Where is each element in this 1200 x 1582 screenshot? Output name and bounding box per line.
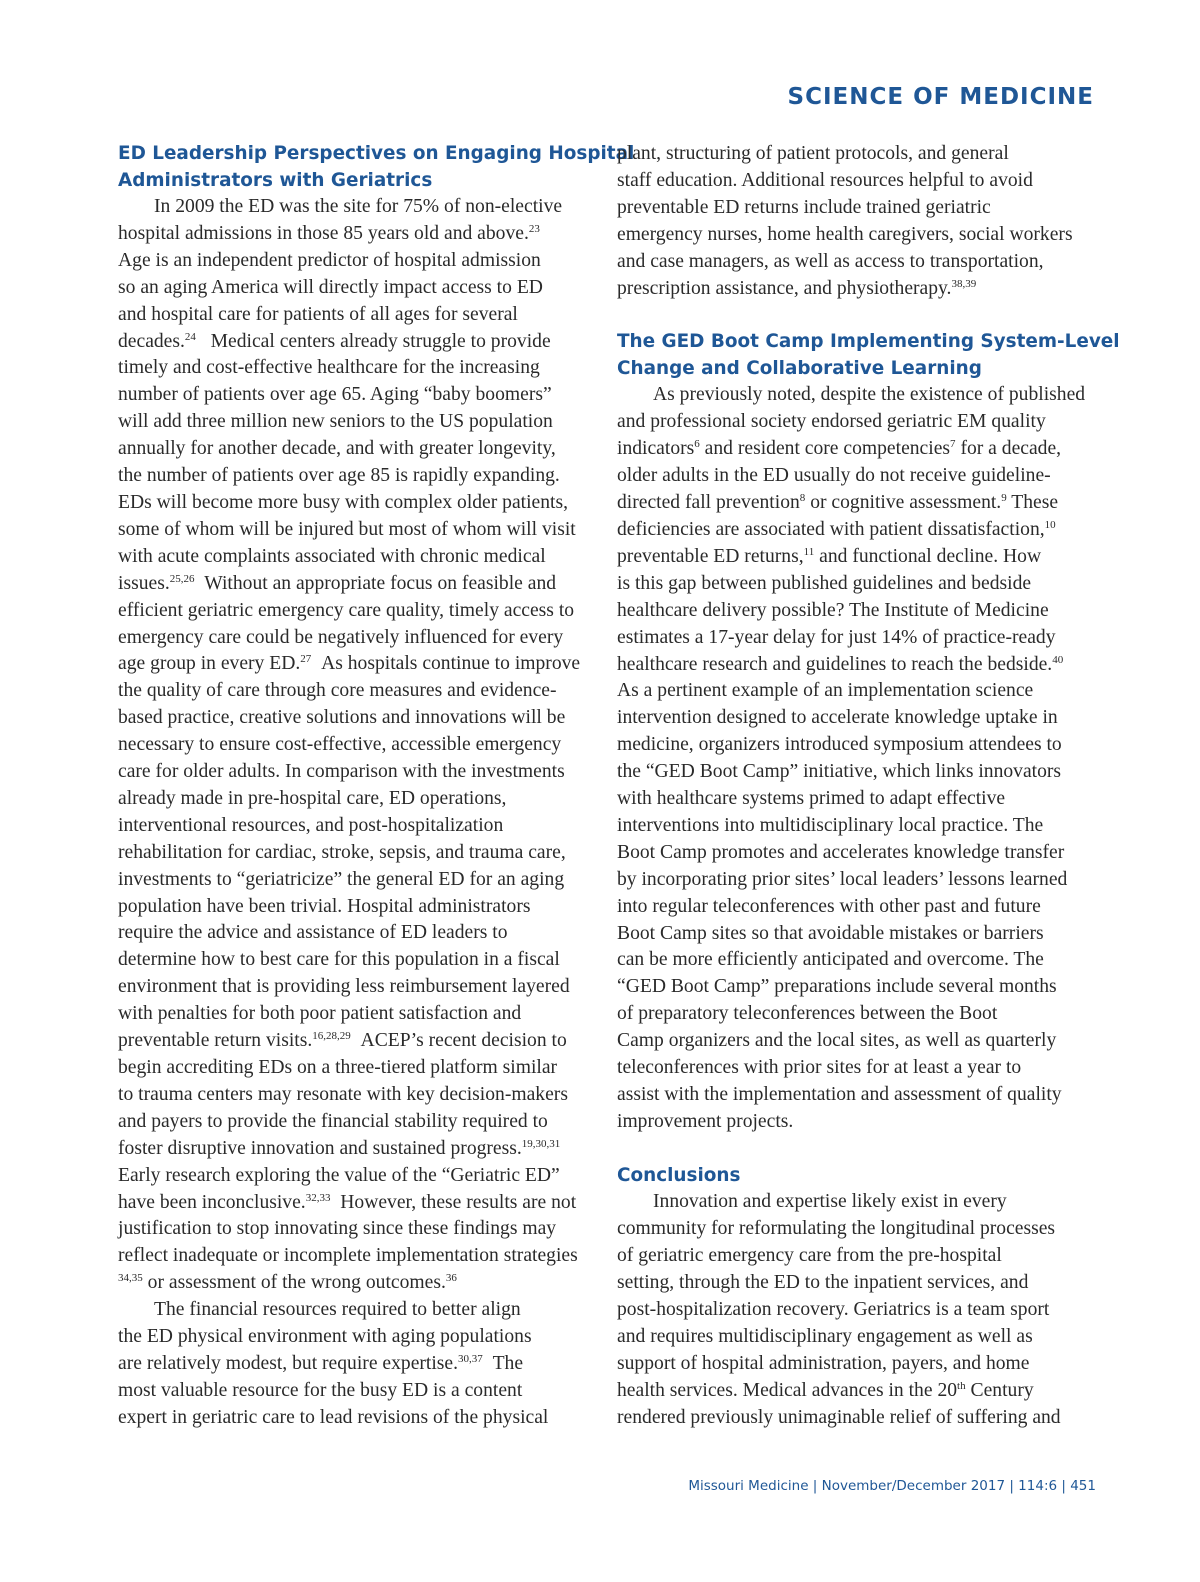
text-line: the number of patients over age 85 is rapidly expanding. xyxy=(118,465,560,487)
text-line: emergency nurses, home health caregivers, social workers xyxy=(617,223,1073,245)
right-paragraph-3 xyxy=(617,1189,1095,1431)
citation: 32,33 xyxy=(305,1191,331,1204)
citation: 16,28,29 xyxy=(312,1030,351,1043)
citation: 11 xyxy=(803,545,815,558)
text-line: and professional society endorsed geriatric EM quality xyxy=(617,411,1046,433)
text-line: are relatively modest, but require expertise.$^{30,37}$ The xyxy=(118,1352,524,1374)
text-line: justification to stop innovating since these findings may xyxy=(118,1218,557,1240)
citation: 8 xyxy=(799,492,806,505)
text-line: by incorporating prior sites’ local leaders’ lessons learned xyxy=(617,868,1068,890)
citation: 34,35 xyxy=(118,1272,143,1285)
text-line: hospital admissions in those 85 years old and above.$^{23}$ xyxy=(118,222,540,244)
text-line: Innovation and expertise likely exist in every xyxy=(653,1191,1007,1213)
text-line: As a pertinent example of an implementation science xyxy=(617,680,1034,702)
citation: 10 xyxy=(1044,518,1056,531)
text-line: timely and cost-effective healthcare for the increasing xyxy=(118,357,540,379)
left-paragraph-2 xyxy=(118,1297,596,1432)
text-line: based practice, creative solutions and innovations will be xyxy=(118,707,566,729)
text-line: and requires multidisciplinary engagement as well as xyxy=(617,1325,1033,1347)
text-line: prescription assistance, and physiotherapy.$^{38,39}$ xyxy=(617,277,977,299)
text-line: the quality of care through core measures and evidence- xyxy=(118,680,557,702)
text-line: investments to “geriatricize” the general ED for an aging xyxy=(118,868,565,890)
text-line: older adults in the ED usually do not receive guideline- xyxy=(617,465,1051,487)
text-line: issues.$^{25,26}$ Without an appropriate focus on feasible and xyxy=(118,572,557,594)
text-line: plant, structuring of patient protocols, and general xyxy=(617,143,1009,164)
right-paragraph-1 xyxy=(617,141,1095,302)
citation: 23 xyxy=(528,222,540,235)
spacer xyxy=(617,302,1095,329)
citation: 6 xyxy=(694,438,700,451)
text-line: will add three million new seniors to the US population xyxy=(118,411,553,433)
bootcamp-heading xyxy=(617,329,1120,382)
text-line: preventable ED returns,$^{11}$ and functional decline. How xyxy=(617,545,1042,567)
citation: 25,26 xyxy=(169,572,195,585)
page-footer: Missouri Medicine | November/December 2017 | 114:6 | 451 xyxy=(688,1478,1096,1494)
text-line: “GED Boot Camp” preparations include several months xyxy=(617,976,1057,998)
text-line: age group in every ED.$^{27}$ As hospitals continue to improve xyxy=(118,653,581,675)
text-line: so an aging America will directly impact access to ED xyxy=(118,276,543,298)
text-line: reflect inadequate or incomplete implementation strategies xyxy=(118,1245,578,1267)
text-line: setting, through the ED to the inpatient services, and xyxy=(617,1272,1029,1294)
left-heading xyxy=(118,141,635,194)
citation: 9 xyxy=(1001,492,1007,505)
text-line: Boot Camp sites so that avoidable mistakes or barriers xyxy=(617,922,1044,944)
text-line: preventable return visits.$^{16,28,29}$ ACEP’s recent decision to xyxy=(118,1030,567,1052)
text-line: is this gap between published guidelines and bedside xyxy=(617,572,1032,594)
citation: 40 xyxy=(1052,653,1064,666)
citation: 38,39 xyxy=(951,277,977,290)
text-line: rehabilitation for cardiac, stroke, sepsis, and trauma care, xyxy=(118,841,566,863)
text-line: medicine, organizers introduced symposium attendees to xyxy=(617,734,1062,756)
text-line: have been inconclusive.$^{32,33}$ However, these results are not xyxy=(118,1191,577,1213)
text-line: teleconferences with prior sites for at least a year to xyxy=(617,1057,1022,1079)
citation: 30,37 xyxy=(458,1352,483,1365)
text-line: improvement projects. xyxy=(617,1110,794,1132)
text-line: Boot Camp promotes and accelerates knowledge transfer xyxy=(617,841,1065,863)
text-line: necessary to ensure cost-effective, accessible emergency xyxy=(118,734,562,756)
text-line: with healthcare systems primed to adapt effective xyxy=(617,788,1006,810)
text-line: environment that is providing less reimbursement layered xyxy=(118,976,570,998)
text-line: assist with the implementation and assessment of quality xyxy=(617,1084,1062,1105)
text-line: intervention designed to accelerate knowledge uptake in xyxy=(617,707,1058,729)
text-line: the “GED Boot Camp” initiative, which links innovators xyxy=(617,761,1062,783)
text-line: population have been trivial. Hospital administrators xyxy=(118,895,531,917)
text-line: most valuable resource for the busy ED is a content xyxy=(118,1379,523,1401)
text-line: support of hospital administration, payers, and home xyxy=(617,1352,1030,1374)
text-line: interventional resources, and post-hospitalization xyxy=(118,814,504,836)
text-line: emergency care could be negatively influenced for every xyxy=(118,626,564,648)
citation: 27 xyxy=(300,653,312,666)
text-line: deficiencies are associated with patient dissatisfaction,$^{10}$ xyxy=(617,518,1056,540)
text-line: post-hospitalization recovery. Geriatrics is a team sport xyxy=(617,1298,1050,1320)
text-line: the ED physical environment with aging populations xyxy=(118,1326,532,1348)
section-header: SCIENCE OF MEDICINE xyxy=(787,84,1094,110)
text-line: with penalties for both poor patient satisfaction and xyxy=(118,1003,522,1025)
text-line: of geriatric emergency care from the pre-hospital xyxy=(617,1245,1002,1267)
text-line: directed fall prevention$^8$ or cognitive assessment.$^9$ These xyxy=(617,492,1059,514)
text-line: some of whom will be injured but most of whom will visit xyxy=(118,518,576,540)
spacer xyxy=(617,1136,1095,1163)
text-line: As previously noted, despite the existence of published xyxy=(653,384,1086,406)
text-line: The financial resources required to better align xyxy=(154,1299,521,1321)
text-line: interventions into multidisciplinary local practice. The xyxy=(617,814,1044,836)
text-line: expert in geriatric care to lead revisions of the physical xyxy=(118,1406,549,1428)
text-line: $^{34,35}$ or assessment of the wrong outcomes.$^{36}$ xyxy=(118,1272,457,1294)
left-column xyxy=(118,141,635,1432)
text-line: community for reformulating the longitudinal processes xyxy=(617,1218,1056,1240)
text-line: healthcare delivery possible? The Institute of Medicine xyxy=(617,599,1049,621)
heading-line: Change and Collaborative Learning xyxy=(617,357,982,379)
ordinal-suffix: th xyxy=(957,1379,966,1392)
text-line: Early research exploring the value of the “Geriatric ED” xyxy=(118,1164,560,1186)
text-line: and payers to provide the financial stability required to xyxy=(118,1110,548,1132)
citation: 24 xyxy=(184,330,196,343)
text-line: begin accrediting EDs on a three-tiered platform similar xyxy=(118,1057,558,1078)
text-line: with acute complaints associated with chronic medical xyxy=(118,545,546,567)
text-line: estimates a 17-year delay for just 14% of practice-ready xyxy=(617,626,1056,648)
text-line: health services. Medical advances in the 20th Century xyxy=(617,1379,1034,1401)
text-line: already made in pre-hospital care, ED operations, xyxy=(118,787,507,809)
text-line: and hospital care for patients of all ages for several xyxy=(118,303,518,325)
right-column xyxy=(617,141,1120,1431)
citation: 7 xyxy=(950,438,956,451)
text-line: efficient geriatric emergency care quality, timely access to xyxy=(118,599,575,621)
text-line: decades.$^{24}$ Medical centers already struggle to provide xyxy=(118,330,551,352)
text-line: In 2009 the ED was the site for 75% of non-elective xyxy=(154,196,563,217)
text-line: number of patients over age 65. Aging “baby boomers” xyxy=(118,384,552,406)
text-line: determine how to best care for this population in a fiscal xyxy=(118,949,560,971)
text-line: EDs will become more busy with complex older patients, xyxy=(118,491,569,513)
text-line: of preparatory teleconferences between the Boot xyxy=(617,1003,998,1025)
text-line: Age is an independent predictor of hospital admission xyxy=(118,249,541,271)
heading-line: The GED Boot Camp Implementing System-Level xyxy=(617,331,1120,353)
text-line: require the advice and assistance of ED leaders to xyxy=(118,922,508,944)
text-line: and case managers, as well as access to transportation, xyxy=(617,250,1044,272)
left-paragraph-1 xyxy=(118,194,596,1297)
text-line: staff education. Additional resources helpful to avoid xyxy=(617,169,1033,191)
text-line: indicators$^6$ and resident core competencies$^7$ for a decade, xyxy=(617,438,1062,460)
conclusions-heading: Conclusions xyxy=(617,1164,741,1186)
text-line: Camp organizers and the local sites, as well as quarterly xyxy=(617,1030,1057,1052)
text-line: care for older adults. In comparison with the investments xyxy=(118,761,565,783)
citation: 36 xyxy=(445,1272,457,1285)
text-line: healthcare research and guidelines to reach the bedside.$^{40}$ xyxy=(617,653,1064,675)
text-line: rendered previously unimaginable relief of suffering and xyxy=(617,1406,1061,1428)
text-line: into regular teleconferences with other past and future xyxy=(617,895,1041,917)
text-line: foster disruptive innovation and sustained progress.$^{19,30,31}$ xyxy=(118,1137,561,1159)
heading-line: ED Leadership Perspectives on Engaging Hospital xyxy=(118,143,635,164)
citation: 19,30,31 xyxy=(521,1137,561,1150)
text-line: annually for another decade, and with greater longevity, xyxy=(118,438,556,460)
text-line: to trauma centers may resonate with key decision-makers xyxy=(118,1083,568,1105)
right-paragraph-2 xyxy=(617,382,1095,1135)
text-line: can be more efficiently anticipated and overcome. The xyxy=(617,949,1044,971)
heading-line: Administrators with Geriatrics xyxy=(118,169,433,191)
text-line: preventable ED returns include trained geriatric xyxy=(617,196,991,218)
